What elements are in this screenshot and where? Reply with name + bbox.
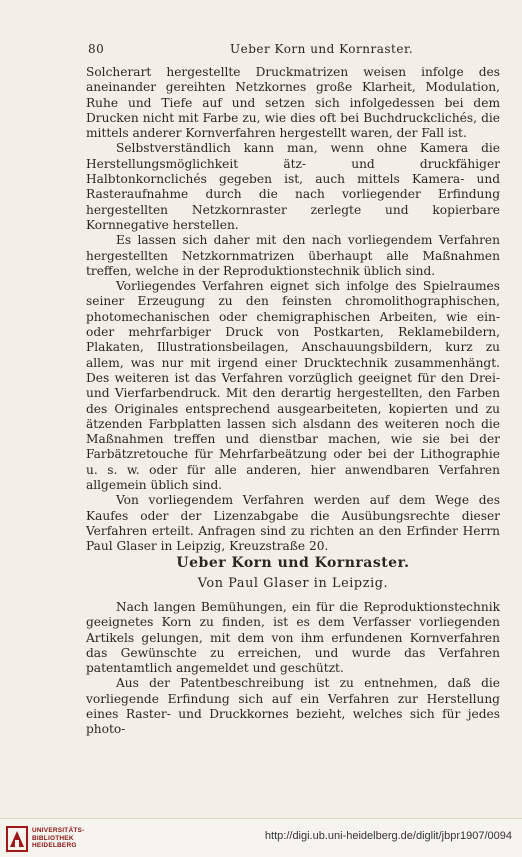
paragraph: Es lassen sich daher mit den nach vorliegendem Verfahren hergestellten Netzkornmatrizen überhaupt alle Maßnahmen treffen, welche in der Reproduktionstechnik üblich sind.	[86, 233, 500, 278]
section-title: Ueber Korn und Kornraster.	[176, 555, 410, 571]
section-byline: Von Paul Glaser in Leipzig.	[197, 576, 389, 591]
paragraph: Von vorliegendem Verfahren werden auf dem Wege des Kaufes oder der Lizenzabgabe die Ausübungsrechte dieser Verfahren erteilt. Anfragen sind zu richten an den Erfinder Herrn Paul Glaser in Leipzig, Kreuzstraße 20.	[86, 493, 500, 554]
permalink-url[interactable]: http://digi.ub.uni-heidelberg.de/diglit/jbpr1907/0094	[264, 830, 512, 842]
paragraph: Selbstverständlich kann man, wenn ohne Kamera die Herstellungsmöglichkeit ätz- und druckfähiger Halbtonkornclichés gegeben ist, auch mittels Kamera- und Rasteraufnahme durch die nach vorliegender Erfindung hergestellten Netzkornraster zerlegte und kopierbare Kornnegative herstellen.	[86, 141, 500, 232]
university-library-logo-icon	[6, 826, 28, 852]
paragraph: Nach langen Bemühungen, ein für die Reproduktionstechnik geeignetes Korn zu finden, ist es dem Verfasser vorliegenden Artikels gelungen, mit dem von ihm erfundenen Kornverfahren das Gewünschte zu erreichen, und wurde das Verfahren patentamtlich angemeldet und geschützt.	[86, 600, 500, 676]
article-body-top	[86, 65, 500, 555]
page-header	[88, 42, 492, 60]
paragraph: Vorliegendes Verfahren eignet sich infolge des Spielraumes seiner Erzeugung zu den feinsten chromolithographischen, photomechanischen oder chemigraphischen Arbeiten, wie ein- oder mehrfarbiger Druck von Postkarten, Reklamebildern, Plakaten, Illustrationsbeilagen, Anschauungsbildern, kurz zu allem, was nur mit irgend einer Drucktechnik zusammenhängt. Des weiteren ist das Verfahren vorzüglich geeignet für den Drei- und Vierfarbendruck. Mit den derartig hergestellten, den Farben des Originales entsprechend ausgearbeiteten, kopierten und zu ätzenden Farbplatten lassen sich alsdann des weiteren noch die Maßnahmen treffen und dienstbar machen, wie sie bei der Farbätzretouche für Mehrfarbeätzung oder bei der Lithographie u. s. w. oder für alle anderen, hier anwendbaren Verfahren allgemein üblich sind.	[86, 279, 500, 493]
library-name: UNIVERSITÄTS- BIBLIOTHEK HEIDELBERG	[32, 827, 85, 849]
paragraph: Aus der Patentbeschreibung ist zu entnehmen, daß die vorliegende Erfindung sich auf ein Verfahren zur Herstellung eines Raster- und Druckkornes bezieht, welches sich für jedes photo-	[86, 676, 500, 737]
viewer-footer	[0, 818, 522, 857]
running-title: Ueber Korn und Kornraster.	[230, 42, 414, 56]
page-number: 80	[88, 42, 105, 56]
paragraph: Solcherart hergestellte Druckmatrizen weisen infolge des aneinander gereihten Netzkornes große Klarheit, Modulation, Ruhe und Tiefe auf und setzen sich infolgedessen bei dem Drucken nicht mit Farbe zu, wie dies oft bei Buchdruckclichés, die mittels anderer Kornverfahren hergestellt waren, der Fall ist.	[86, 65, 500, 141]
article-body-bottom	[86, 600, 500, 738]
